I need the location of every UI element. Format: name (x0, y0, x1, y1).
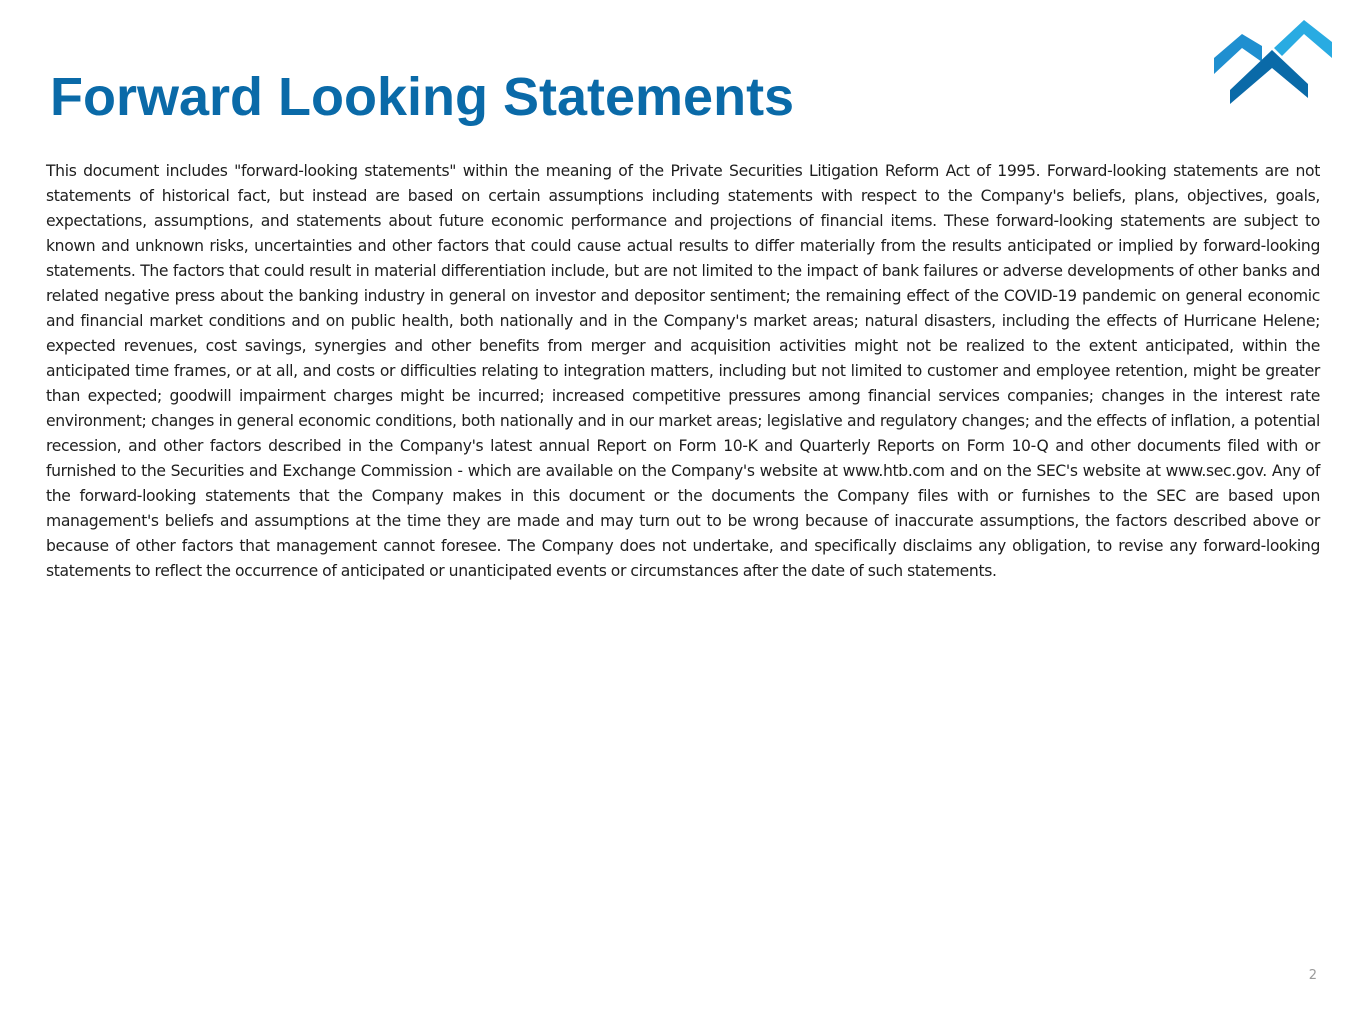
disclaimer-paragraph: This document includes "forward-looking statements" within the meaning of the Private Securities Litigation Reform Act of 1995. Forward-looking statements are not statements of historical fact, but instead are based on certain assumptions including statements with respect to the Company's beliefs, plans, objectives, goals, expectations, assumptions, and statements about future economic performance and projections of financial items. These forward-looking statements are subject to known and unknown risks, uncertainties and other factors that could cause actual results to differ materially from the results anticipated or implied by forward-looking statements. The factors that could result in material differentiation include, but are not limited to the impact of bank failures or adverse developments of other banks and related negative press about the banking industry in general on investor and depositor sentiment; the remaining effect of the COVID-19 pandemic on general economic and financial market conditions and on public health, both nationally and in the Company's market areas; natural disasters, including the effects of Hurricane Helene; expected revenues, cost savings, synergies and other benefits from merger and acquisition activities might not be realized to the extent anticipated, within the anticipated time frames, or at all, and costs or difficulties relating to integration matters, including but not limited to customer and employee retention, might be greater than expected; goodwill impairment charges might be incurred; increased competitive pressures among financial services companies; changes in the interest rate environment; changes in general economic conditions, both nationally and in our market areas; legislative and regulatory changes; and the effects of inflation, a potential recession, and other factors described in the Company's latest annual Report on Form 10-K and Quarterly Reports on Form 10-Q and other documents filed with or furnished to the Securities and Exchange Commission - which are available on the Company's website at www.htb.com and on the SEC's website at www.sec.gov. Any of the forward-looking statements that the Company makes in this document or the documents the Company files with or furnishes to the SEC are based upon management's beliefs and assumptions at the time they are made and may turn out to be wrong because of inaccurate assumptions, the factors described above or because of other factors that management cannot foresee. The Company does not undertake, and specifically disclaims any obligation, to revise any forward-looking statements to reflect the occurrence of anticipated or unanticipated events or circumstances after the date of such statements. (46, 162, 1320, 580)
logo-top-chevron (1274, 20, 1332, 58)
company-logo-icon (1212, 18, 1334, 106)
logo-main-chevron (1230, 50, 1308, 104)
page-title: Forward Looking Statements (50, 67, 795, 127)
page-number: 2 (1308, 968, 1317, 983)
